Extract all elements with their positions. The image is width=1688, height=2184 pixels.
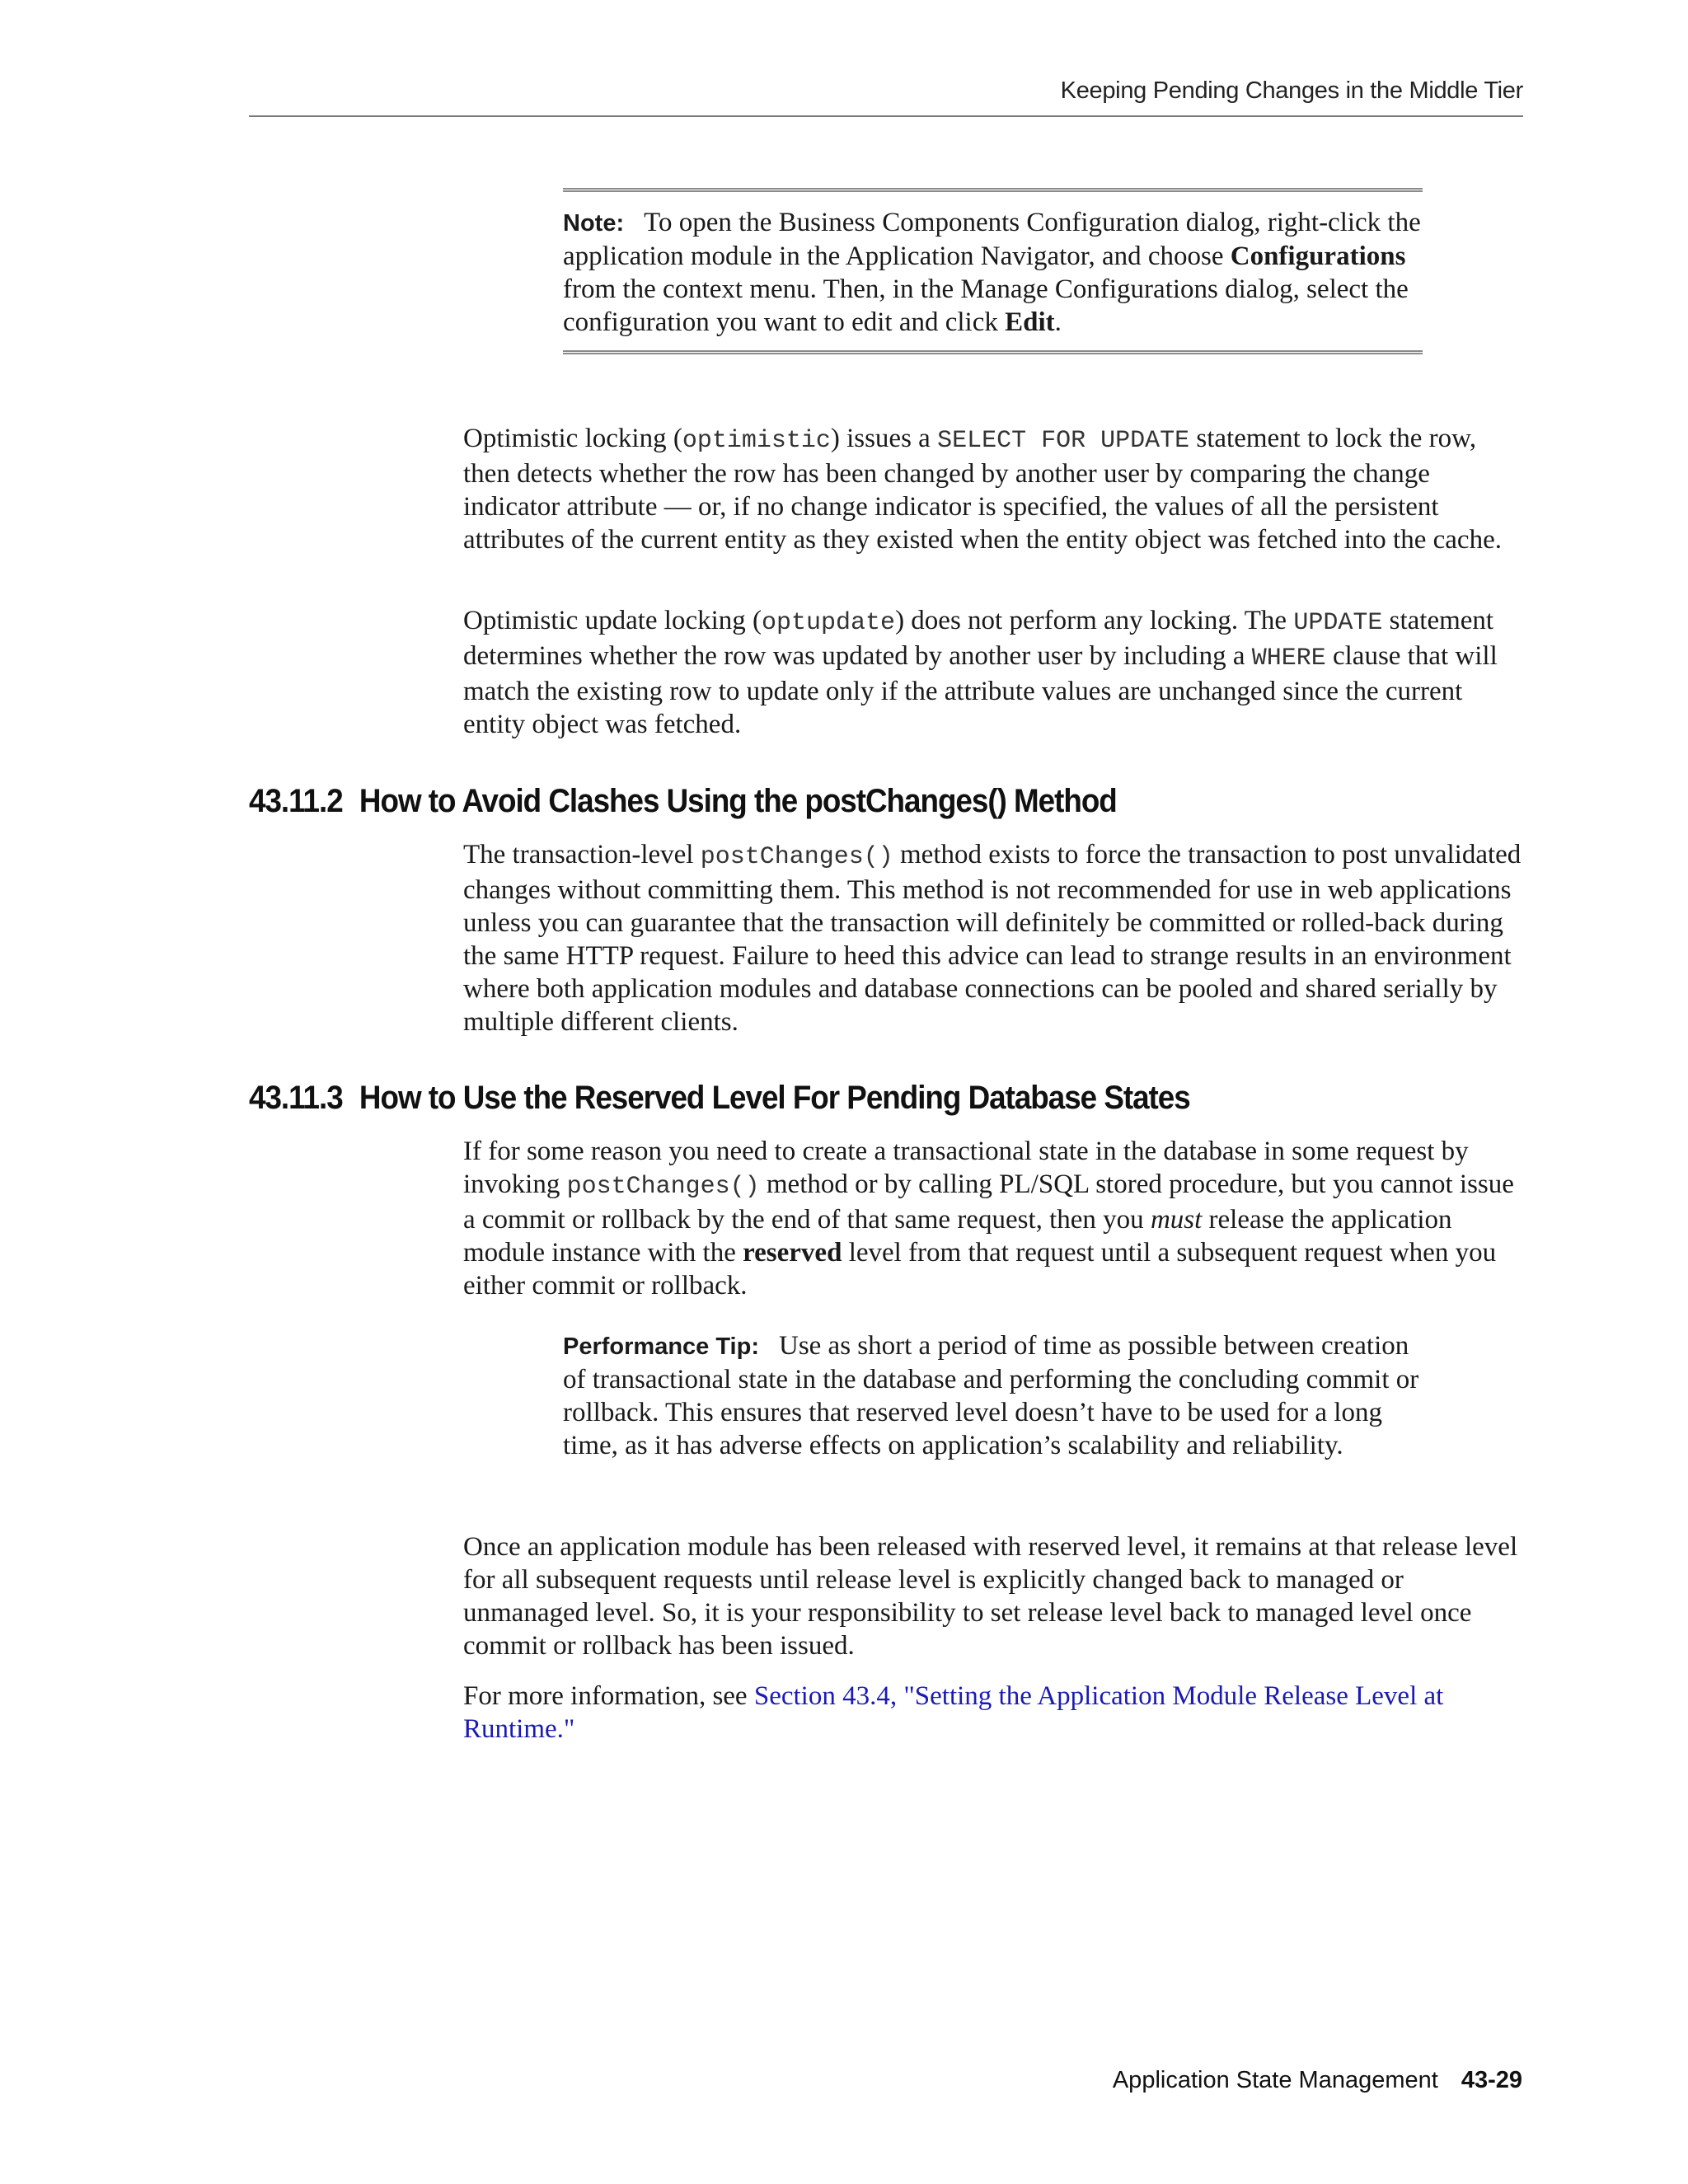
text-run: ) does not perform any locking. The [895,606,1294,635]
code-postchanges: postChanges() [566,1173,760,1201]
text-run: statement determines whether the row was updated by another user by including a [463,606,1494,671]
note-edit-term: Edit [1005,307,1055,337]
release-level-paragraph: Once an application module has been released with reserved level, it remains at that release level for all subsequent requests until release level is explicitly changed back to managed or unmanaged level. So, it is your responsibility to set release level back to managed level once commit or rollback has been issued. [463,1532,1518,1661]
note-text-2: from the context menu. Then, in the Manage Configurations dialog, select the configuration you want to edit and click [563,274,1409,337]
text-run: The transaction-level [463,840,701,869]
page-footer [1113,2067,1522,2094]
text-run: method exists to force the transaction to post unvalidated changes without committing them. This method is not recommended for use in web applications unless you can guarantee that the transaction will definitely be committed or rolled-back during the same HTTP request. Failure to heed this advice can lead to strange results in an environment where both application modules and database connections can be pooled and shared serially by multiple different clients. [463,840,1522,1037]
code-update: UPDATE [1293,609,1383,637]
note-configurations-term: Configurations [1230,241,1406,271]
tip-label: Performance Tip: [563,1333,759,1360]
text-run: clause that will match the existing row to update only if the attribute values are unchanged since the current entity object was fetched. [463,641,1498,739]
postchanges-paragraph [463,838,1526,1038]
note-text-3: . [1054,307,1062,337]
tip-text: Use as short a period of time as possible between creation of transactional state in the database and performing the concluding commit or rollback. This ensures that reserved level doesn’t have to be used for a long time, as it has adverse effects on application’s scalability and reliability. [563,1331,1419,1460]
text-run: release the application module instance with the [463,1205,1452,1268]
code-optimistic: optimistic [682,427,831,455]
section-heading-43-11-3 [249,1080,1190,1117]
reserved-level-paragraph [463,1135,1526,1302]
text-run: statement to lock the row, then detects whether the row has been changed by another user by comparing the change indicator attribute — or, if no change indicator is specified, the values of all the persistent attributes of the current entity as they existed when the entity object was fetched into the cache. [463,424,1502,555]
page-number: 43-29 [1461,2067,1522,2093]
section-number: 43.11.2 [249,783,343,819]
note-label: Note: [563,210,625,237]
note-text-1: To open the Business Components Configuration dialog, right-click the application module in the Application Navigator, and choose [563,208,1421,271]
header-rule [249,115,1523,117]
more-information-paragraph [463,1680,1526,1746]
section-43-4-link[interactable]: Section 43.4, "Setting the Application Module Release Level at Runtime." [463,1681,1444,1744]
text-run: level from that request until a subsequent request when you either commit or rollback. [463,1238,1497,1301]
section-title: How to Use the Reserved Level For Pending Database States [359,1080,1190,1116]
text-run: Optimistic locking ( [463,424,682,453]
code-where: WHERE [1251,644,1326,673]
text-run: ) issues a [830,424,938,453]
emphasis-must: must [1150,1205,1203,1235]
text-run: For more information, see [463,1681,754,1711]
running-header: Keeping Pending Changes in the Middle Tier [1060,77,1523,104]
performance-tip [563,1329,1423,1462]
optimistic-locking-paragraph [463,422,1526,556]
section-heading-43-11-2 [249,783,1117,820]
optupdate-locking-paragraph [463,604,1526,741]
footer-chapter: Application State Management [1112,2067,1438,2093]
note-box [563,188,1423,354]
code-optupdate: optupdate [762,609,896,637]
section-title: How to Avoid Clashes Using the postChanges() Method [359,783,1117,819]
text-run: Optimistic update locking ( [463,606,762,635]
text-run: If for some reason you need to create a transactional state in the database in some request by invoking [463,1137,1469,1199]
term-reserved: reserved [743,1238,842,1268]
code-select-for-update: SELECT FOR UPDATE [937,427,1190,455]
text-run: method or by calling PL/SQL stored procedure, but you cannot issue a commit or rollback by the end of that same request, then you [463,1169,1514,1235]
code-postchanges: postChanges() [700,843,893,871]
section-number: 43.11.3 [249,1080,343,1116]
